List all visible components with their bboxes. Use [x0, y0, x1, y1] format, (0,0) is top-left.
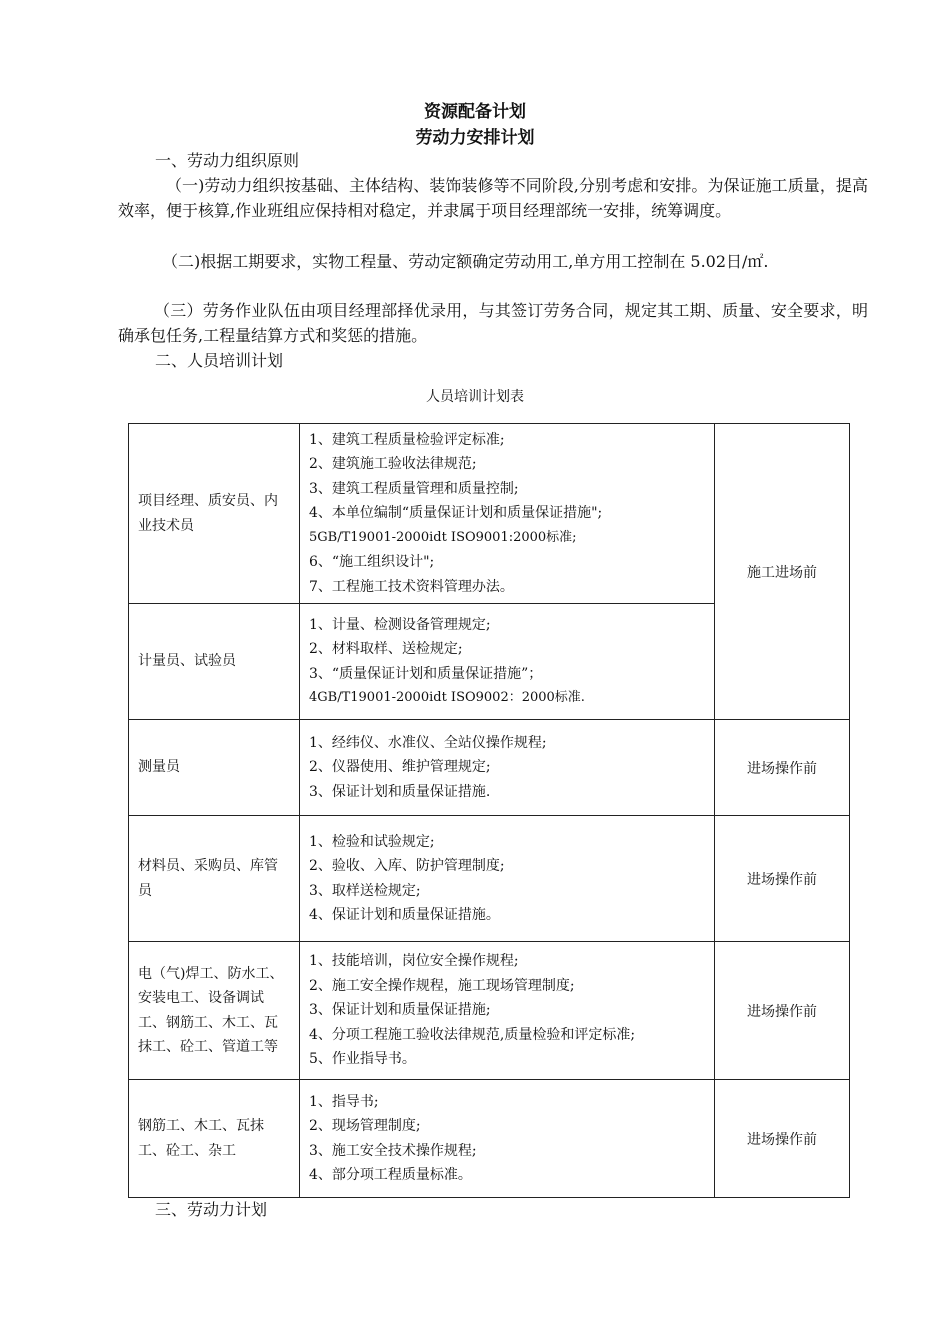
training-item: 2、建筑施工验收法律规范;: [309, 456, 477, 473]
training-item: 6、“施工组织设计";: [309, 554, 435, 571]
training-item: 3、建筑工程质量管理和质量控制;: [309, 480, 519, 497]
table-row: [129, 1080, 850, 1198]
training-item: 2、现场管理制度;: [309, 1118, 421, 1134]
section-heading-labor-plan: 三、劳动力计划: [155, 1200, 268, 1219]
training-item: 5GB/T19001-2000idt ISO9001:2000标准;: [309, 529, 577, 545]
training-item: 2、仪器使用、维护管理规定;: [309, 759, 491, 776]
training-item: 5、作业指导书。: [309, 1051, 416, 1068]
document-title: 资源配备计划: [424, 102, 526, 122]
table-row: [129, 942, 850, 1080]
training-item: 3、保证计划和质量保证措施.: [309, 783, 491, 800]
training-items-cell: [300, 1080, 715, 1198]
training-items-cell: [300, 720, 715, 816]
training-item: 2、验收、入库、防护管理制度;: [309, 858, 505, 874]
role-cell: 钢筋工、木工、瓦抹工、砼工、杂工: [129, 1080, 300, 1198]
training-item: 4GB/T19001-2000idt ISO9002：2000标准.: [309, 690, 585, 705]
training-item: 3、“质量保证计划和质量保证措施”；: [309, 665, 543, 682]
training-item: 1、检验和试验规定;: [309, 833, 435, 850]
table-row: [129, 720, 850, 816]
role-cell: 材料员、采购员、库管员: [129, 816, 300, 942]
table-caption: 人员培训计划表: [426, 389, 524, 405]
training-item: 4、保证计划和质量保证措施。: [309, 907, 500, 923]
training-item: 3、施工安全技术操作规程;: [309, 1142, 477, 1159]
training-item: 2、材料取样、送检规定;: [309, 641, 463, 657]
training-items-cell: [300, 604, 715, 720]
table-row: [129, 816, 850, 942]
training-item: 1、指导书;: [309, 1093, 379, 1110]
training-items-cell: [300, 942, 715, 1080]
training-item: 1、建筑工程质量检验评定标准;: [309, 431, 505, 448]
training-item: 1、技能培训，岗位安全操作规程;: [309, 953, 519, 970]
training-item: 2、施工安全操作规程，施工现场管理制度;: [309, 977, 575, 994]
training-item: 4、分项工程施工验收法律规范,质量检验和评定标准;: [309, 1026, 636, 1043]
training-items-cell: [300, 424, 715, 604]
role-cell: 测量员: [129, 720, 300, 816]
table-row: [129, 424, 850, 604]
timing-cell: 进场操作前: [715, 1080, 850, 1198]
document-subtitle: 劳动力安排计划: [415, 128, 535, 148]
training-item: 4、部分项工程质量标准。: [309, 1167, 472, 1183]
role-cell: 电（气)焊工、防水工、安装电工、设备调试工、钢筋工、木工、瓦抹工、砼工、管道工等: [129, 942, 300, 1080]
timing-cell: 进场操作前: [715, 942, 850, 1080]
role-cell: 项目经理、质安员、内业技术员: [129, 424, 300, 604]
timing-cell: 进场操作前: [715, 816, 850, 942]
timing-cell: 进场操作前: [715, 720, 850, 816]
training-item: 3、取样送检规定;: [309, 882, 421, 899]
timing-cell: 施工进场前: [715, 424, 850, 720]
training-item: 3、保证计划和质量保证措施;: [309, 1002, 491, 1019]
training-plan-table: [128, 423, 850, 1198]
training-item: 7、工程施工技术资料管理办法。: [309, 578, 514, 595]
training-item: 1、经纬仪、水准仪、全站仪操作规程;: [309, 734, 547, 751]
paragraph-2: （二)根据工期要求，实物工程量、劳动定额确定劳动用工,单方用工控制在 5.02日/㎡.: [162, 252, 769, 271]
training-items-cell: [300, 816, 715, 942]
section-heading-labor-principles: 一、劳动力组织原则: [155, 151, 300, 170]
paragraph-1: （一)劳动力组织按基础、主体结构、装饰装修等不同阶段,分别考虑和安排。为保证施工质量，提高效率，便于核算,作业班组应保持相对稳定，并隶属于项目经理部统一安排，统筹调度。: [118, 176, 868, 220]
paragraph-3: （三）劳务作业队伍由项目经理部择优录用，与其签订劳务合同，规定其工期、质量、安全要求，明确承包任务,工程量结算方式和奖惩的措施。: [118, 301, 868, 345]
role-cell: 计量员、试验员: [129, 604, 300, 720]
training-item: 1、计量、检测设备管理规定;: [309, 616, 491, 633]
training-item: 4、本单位编制“质量保证计划和质量保证措施";: [309, 505, 603, 522]
section-heading-training-plan: 二、人员培训计划: [155, 351, 284, 370]
